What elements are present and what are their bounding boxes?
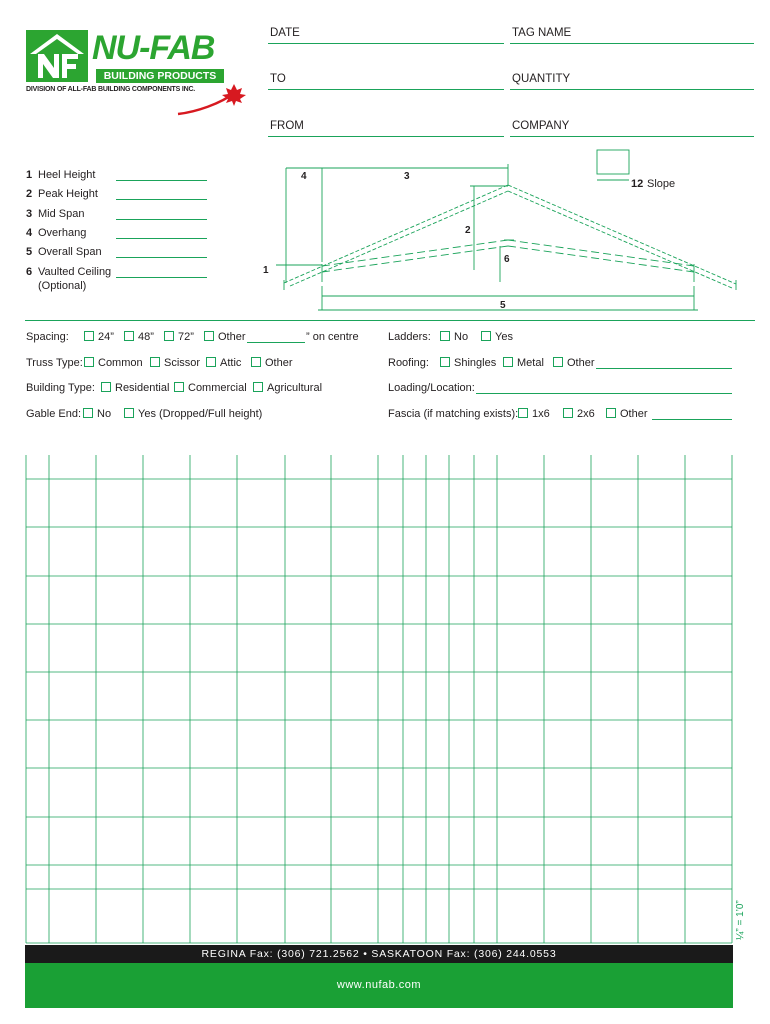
spacing-suffix: ” on centre [306,331,359,343]
dim-label-overall-span: Overall Span [38,246,102,258]
spacing-other-label: Other [218,331,246,343]
from-label: FROM [270,120,304,132]
dim-num-3: 3 [26,208,33,220]
diagram-label-1: 1 [263,265,269,276]
loading-location-label: Loading/Location: [388,382,475,394]
fascia-label: Fascia (if matching exists): [388,408,519,420]
roofing-other-label: Other [567,357,595,369]
grid-scale-label: ¼” = 1’0” [735,900,746,940]
dim-label-peak-height: Peak Height [38,188,98,200]
dim-num-2: 2 [26,188,33,200]
building-residential-label: Residential [115,382,170,394]
company-label: COMPANY [512,120,570,132]
dim-num-5: 5 [26,246,33,258]
ladders-yes-label: Yes [495,331,513,343]
dim-label-heel-height: Heel Height [38,169,96,181]
fascia-other-label: Other [620,408,648,420]
diagram-label-6: 6 [504,254,510,265]
gable-yes-label: Yes (Dropped/Full height) [138,408,263,420]
roofing-label: Roofing: [388,357,429,369]
spacing-48-label: 48” [138,331,154,343]
website-bar [25,963,733,1008]
roofing-metal-label: Metal [517,357,544,369]
division-text: DIVISION OF ALL-FAB BUILDING COMPONENTS INC. [26,86,196,93]
gable-end-label: Gable End: [26,408,82,420]
spacing-24-label: 24” [98,331,114,343]
slope-number: 12 [631,178,644,190]
building-agricultural-label: Agricultural [267,382,323,394]
dim-label-mid-span: Mid Span [38,208,85,220]
truss-scissor-label: Scissor [164,357,201,369]
diagram-label-5: 5 [500,300,506,311]
dim-num-6: 6 [26,266,33,278]
tag-name-label: TAG NAME [512,27,572,39]
diagram-label-4: 4 [301,171,307,182]
website-link[interactable]: www.nufab.com [336,979,422,991]
building-commercial-label: Commercial [188,382,247,394]
dim-label-vaulted-ceiling: Vaulted Ceiling [38,266,112,278]
slope-label: Slope [647,178,676,190]
optional-note: (Optional) [38,280,87,292]
brand-subtitle: BUILDING PRODUCTS [96,69,224,83]
dim-num-1: 1 [26,169,33,181]
to-label: TO [270,73,286,85]
spacing-label: Spacing: [26,331,69,343]
spacing-72-label: 72” [178,331,194,343]
fascia-1x6-label: 1x6 [532,408,550,420]
fax-bar: REGINA Fax: (306) 721.2562 • SASKATOON Fax: (306) 244.0553 [25,945,733,963]
date-label: DATE [270,27,300,39]
gable-no-label: No [97,408,112,420]
truss-attic-label: Attic [220,357,242,369]
ladders-no-label: No [454,331,469,343]
dim-label-overhang: Overhang [38,227,87,239]
fascia-2x6-label: 2x6 [577,408,595,420]
ladders-label: Ladders: [388,331,431,343]
roofing-shingles-label: Shingles [454,357,497,369]
quantity-label: QUANTITY [512,73,571,85]
truss-other-label: Other [265,357,293,369]
dim-num-4: 4 [26,227,33,239]
truss-common-label: Common [98,357,143,369]
brand-name: NU-FAB [92,29,215,67]
diagram-label-2: 2 [465,225,471,236]
building-type-label: Building Type: [26,382,95,394]
truss-type-label: Truss Type: [26,357,83,369]
diagram-label-3: 3 [404,171,410,182]
